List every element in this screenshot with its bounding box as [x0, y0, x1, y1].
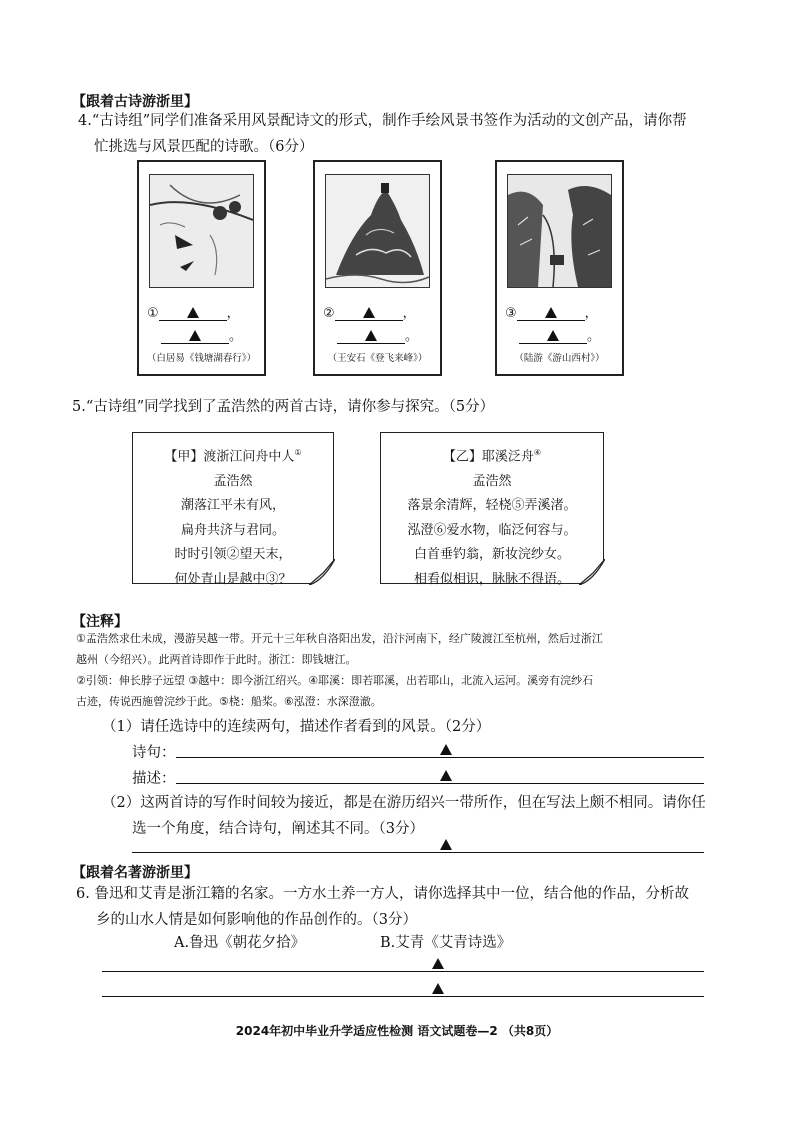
card-2-source: （王安石《登飞来峰》）	[327, 353, 428, 364]
card-1-answer-line-2[interactable]: 。	[161, 325, 242, 344]
poem-a-author: 孟浩然	[213, 473, 253, 489]
option-a[interactable]: A.鲁迅《朝花夕拾》	[174, 935, 306, 951]
page-footer: 2024年初中毕业升学适应性检测 语文试题卷—2 （共8页）	[235, 1024, 559, 1038]
answer-marker-icon	[365, 330, 377, 341]
answer-marker-icon	[189, 330, 201, 341]
answer-marker-icon	[440, 770, 452, 781]
card-3-answer-line-1[interactable]: ③ ，	[505, 306, 598, 321]
landscape-image-3	[507, 174, 612, 288]
answer-marker-icon	[363, 307, 375, 318]
poem-b-line: 白首垂钓翁，新妆浣纱女。	[413, 547, 570, 563]
label-poem-lines: 诗句：	[132, 745, 176, 761]
bookmark-card-3	[495, 160, 624, 376]
answer-line-poem[interactable]	[176, 757, 704, 758]
page-curl-icon	[309, 559, 335, 585]
q5-text: 5.“古诗组”同学找到了孟浩然的两首古诗，请你参与探究。（5分）	[72, 399, 495, 415]
poem-a-line: 潮落江平未有风，	[180, 498, 285, 514]
card-3-answer-line-2[interactable]: 。	[519, 325, 600, 344]
card-2-answer-line-2[interactable]: 。	[337, 325, 418, 344]
q5-sub2: （2）这两首诗的写作时间较为接近，都是在游历绍兴一带所作，但在写法上颇不相同。请你任 选一个角度，结合诗句，阐述其不同。（3分）	[102, 795, 706, 837]
note-line: 古迹，传说西施曾浣纱于此。⑤桡：船桨。⑥泓澄：水深澄澈。	[76, 695, 382, 708]
landscape-image-1	[149, 174, 254, 288]
poem-b-line: 落景余清辉，轻桡⑤弄溪渚。	[407, 498, 577, 514]
q4-text	[78, 108, 718, 160]
answer-marker-icon	[432, 958, 444, 969]
card-2-answer-line-1[interactable]: ② ，	[323, 306, 416, 321]
poem-a-line: 扁舟共济与君同。	[180, 522, 285, 538]
option-b[interactable]: B.艾青《艾青诗选》	[380, 935, 512, 951]
q6-text: 6. 鲁迅和艾青是浙江籍的名家。一方水土养一方人，请你选择其中一位，结合他的作品，分析故 乡的山水人情是如何影响他的作品创作的。（3分）	[76, 886, 689, 928]
answer-marker-icon	[432, 983, 444, 994]
section-heading-classics: 【跟着名著游浙里】	[72, 865, 198, 881]
answer-marker-icon	[187, 307, 199, 318]
answer-line-q6-1[interactable]	[102, 971, 704, 972]
poem-b-line: 泓澄⑥爱水物，临泛何容与。	[407, 522, 577, 538]
poem-a-line: 时时引领②望天末，	[174, 547, 292, 563]
q4-line1: 4.“古诗组”同学们准备采用风景配诗文的形式，制作手绘风景书签作为活动的文创产品，请你帮	[78, 113, 687, 129]
notes-block	[76, 628, 716, 712]
answer-line-description[interactable]	[176, 783, 704, 784]
bookmark-card-1	[137, 160, 266, 376]
card-3-source: （陆游《游山西村》）	[514, 353, 605, 364]
poem-b-author: 孟浩然	[472, 473, 512, 489]
note-line: 越州（今绍兴）。此两首诗即作于此时。浙江：即钱塘江。	[76, 653, 357, 666]
poem-b-card	[380, 432, 604, 587]
card-1-source: （白居易《钱塘湖春行》）	[146, 353, 257, 364]
answer-line-sub2[interactable]	[132, 852, 704, 853]
poem-a-card	[132, 432, 334, 587]
poem-a-title: 【甲】渡浙江问舟中人①	[164, 448, 302, 465]
page-curl-icon	[579, 559, 605, 585]
poem-a-line: 何处青山是越中③？	[174, 571, 292, 587]
poem-b-title: 【乙】耶溪泛舟④	[442, 448, 542, 465]
q5-sub1: （1）请任选诗中的连续两句，描述作者看到的风景。（2分）	[102, 719, 491, 735]
answer-marker-icon	[545, 307, 557, 318]
answer-marker-icon	[440, 839, 452, 850]
notes-heading: 【注释】	[72, 614, 128, 630]
answer-line-q6-2[interactable]	[102, 996, 704, 997]
note-line: ②引领：伸长脖子远望 ③越中：即今浙江绍兴。④耶溪：即若耶溪，出若耶山，北流入运河。溪旁有浣纱石	[76, 674, 594, 687]
bookmark-card-2	[313, 160, 442, 376]
landscape-image-2	[325, 174, 430, 288]
answer-marker-icon	[440, 744, 452, 755]
poem-b-line: 相看似相识，脉脉不得语。	[413, 571, 570, 587]
answer-marker-icon	[547, 330, 559, 341]
note-line: ①孟浩然求仕未成，漫游吴越一带。开元十三年秋自洛阳出发，沿汴河南下，经广陵渡江至杭州，然后过浙江	[76, 632, 603, 645]
label-description: 描述：	[132, 771, 176, 787]
card-1-answer-line-1[interactable]: ① ，	[147, 306, 240, 321]
q4-line2: 忙挑选与风景匹配的诗歌。（6分）	[94, 139, 314, 155]
section-heading-poems: 【跟着古诗游浙里】	[72, 94, 198, 110]
